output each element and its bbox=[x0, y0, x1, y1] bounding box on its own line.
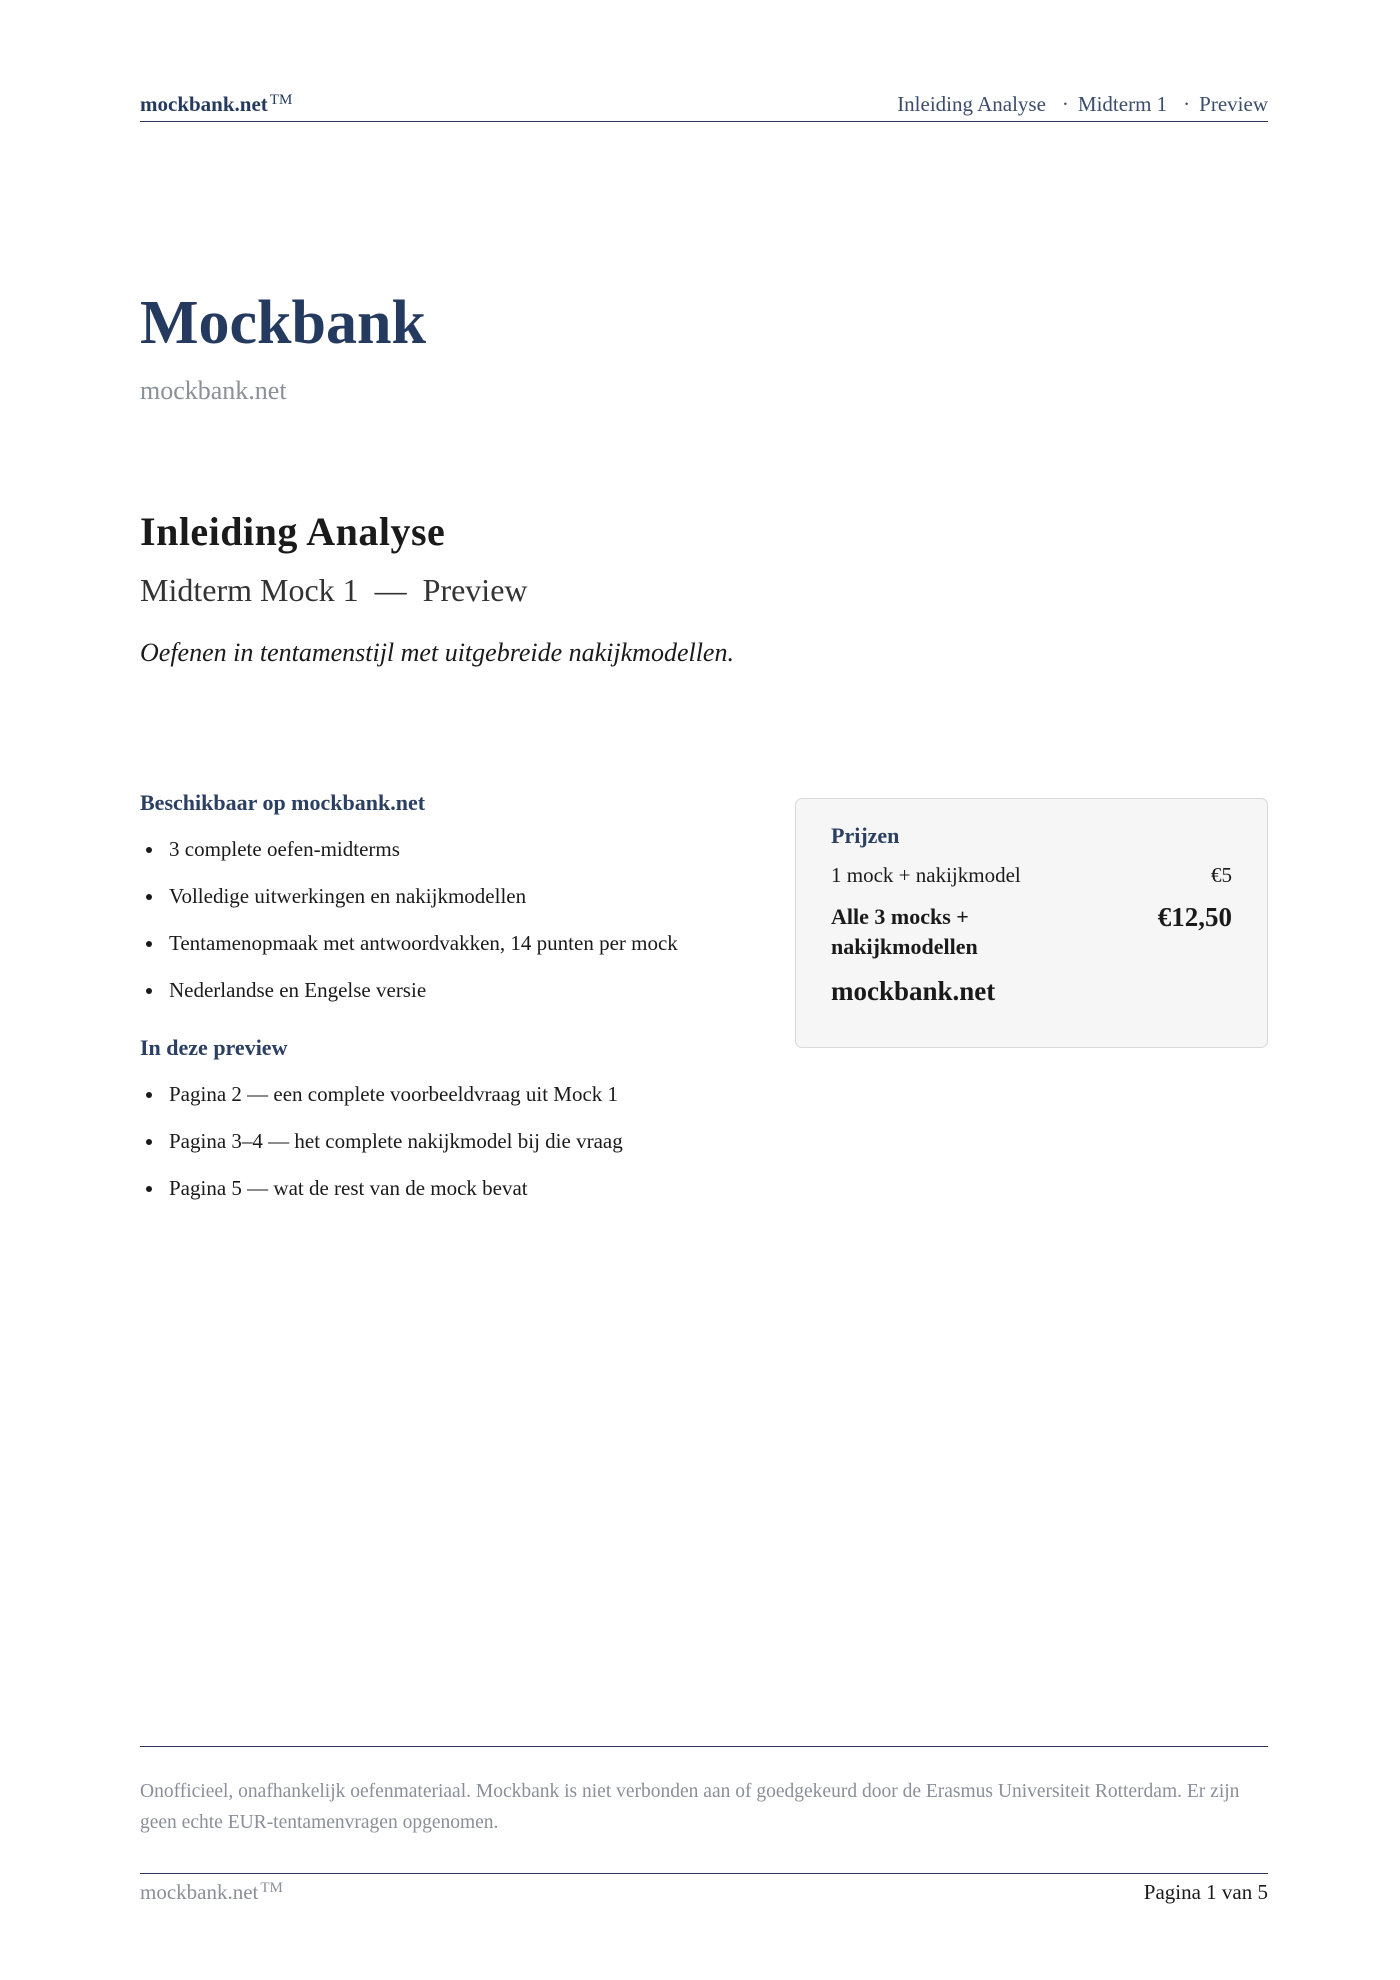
list-item: Tentamenopmaak met antwoordvakken, 14 punten per mock bbox=[140, 928, 705, 958]
logo-title: Mockbank bbox=[140, 289, 426, 357]
breadcrumb-exam: Midterm 1 bbox=[1077, 92, 1168, 116]
bundle-price-amount: €12,50 bbox=[1157, 902, 1232, 932]
logo-subtitle: mockbank.net bbox=[140, 376, 287, 405]
header-trademark: TM bbox=[269, 92, 293, 108]
price-row-single bbox=[831, 863, 1232, 888]
disclaimer: Onofficieel, onafhankelijk oefenmateriaal. Mockbank is niet verbonden aan of goedgekeurd door de Erasmus Universiteit Rotterdam. Er zijn geen echte EUR-tentamenvragen opgenomen. bbox=[140, 1781, 1240, 1833]
list-item: Pagina 2 — een complete voorbeeldvraag uit Mock 1 bbox=[140, 1079, 705, 1109]
breadcrumb-separator: · bbox=[1061, 92, 1069, 116]
single-price-amount: €5 bbox=[1211, 863, 1232, 887]
header-brand: mockbank.net ™ bbox=[140, 92, 293, 116]
single-price-label: 1 mock + nakijkmodel bbox=[831, 863, 1021, 887]
subtitle-tail: Preview bbox=[422, 572, 528, 608]
list-item: Nederlandse en Engelse versie bbox=[140, 975, 705, 1005]
document-page bbox=[140, 0, 1268, 1980]
available-list bbox=[140, 834, 705, 1005]
course-title: Inleiding Analyse bbox=[140, 509, 446, 554]
disclaimer-divider bbox=[140, 1746, 1268, 1747]
price-box bbox=[795, 798, 1268, 1048]
available-heading: Beschikbaar op mockbank.net bbox=[140, 790, 426, 815]
info-column bbox=[140, 790, 705, 1233]
price-site: mockbank.net bbox=[831, 976, 996, 1006]
subtitle-main: Midterm Mock 1 bbox=[140, 572, 359, 608]
course-subtitle bbox=[140, 572, 528, 609]
preview-heading: In deze preview bbox=[140, 1035, 288, 1060]
list-item: Volledige uitwerkingen en nakijkmodellen bbox=[140, 881, 705, 911]
list-item: 3 complete oefen-midterms bbox=[140, 834, 705, 864]
breadcrumb bbox=[897, 92, 1268, 117]
price-heading: Prijzen bbox=[831, 823, 900, 848]
list-item: Pagina 3–4 — het complete nakijkmodel bij die vraag bbox=[140, 1126, 705, 1156]
breadcrumb-separator: · bbox=[1183, 92, 1191, 116]
price-row-bundle bbox=[831, 902, 1232, 962]
list-item: Pagina 5 — wat de rest van de mock bevat bbox=[140, 1173, 705, 1203]
page-number: Pagina 1 van 5 bbox=[1143, 1880, 1268, 1904]
subtitle-dash: — bbox=[374, 572, 407, 608]
footer-trademark: TM bbox=[260, 1880, 283, 1896]
running-header bbox=[140, 88, 1268, 122]
tagline: Oefenen in tentamenstijl met uitgebreide nakijkmodellen. bbox=[140, 638, 734, 667]
preview-list bbox=[140, 1079, 705, 1203]
breadcrumb-preview: Preview bbox=[1199, 92, 1268, 116]
running-footer bbox=[140, 1873, 1268, 1905]
breadcrumb-course: Inleiding Analyse bbox=[897, 92, 1046, 116]
footer-brand: mockbank.net ™ bbox=[140, 1880, 283, 1904]
bundle-price-label: Alle 3 mocks + nakijkmodellen bbox=[831, 904, 978, 959]
